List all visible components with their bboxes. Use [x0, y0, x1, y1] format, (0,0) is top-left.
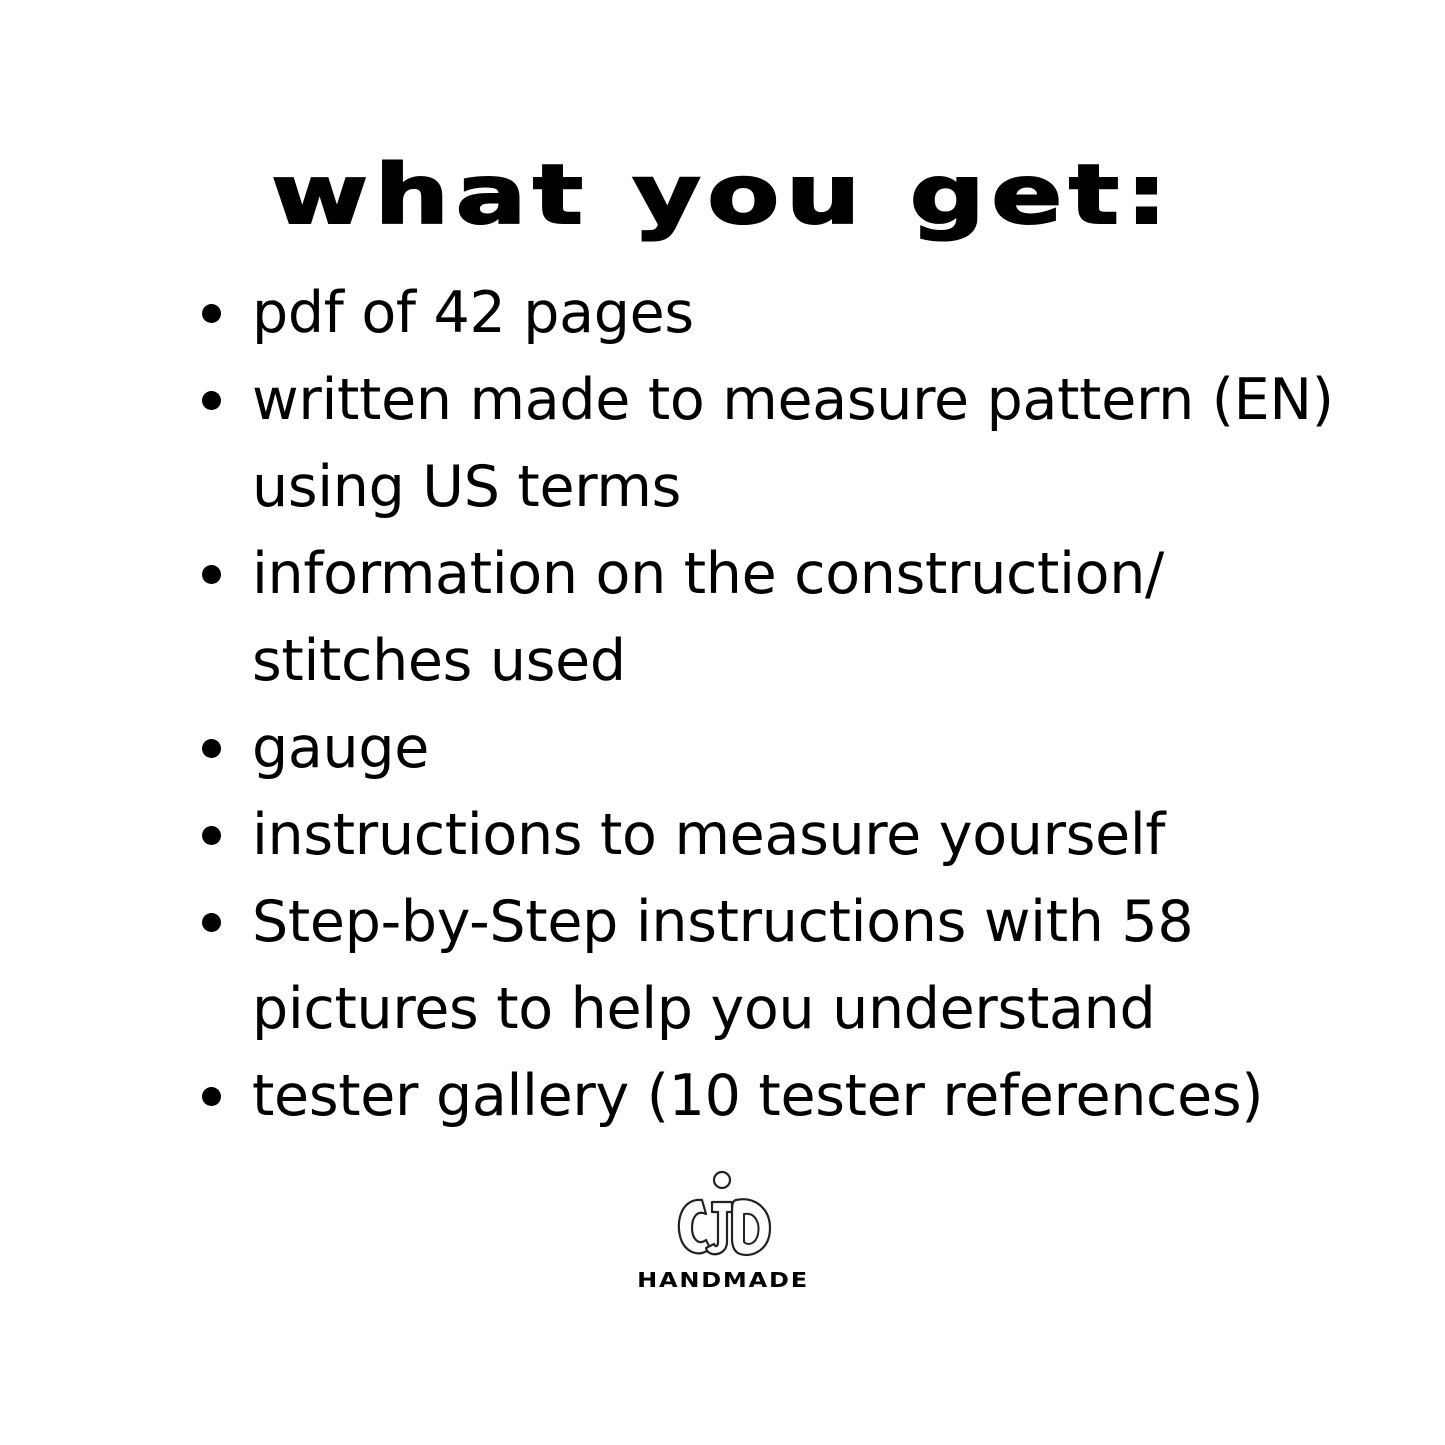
page-title: what you get: — [271, 148, 1174, 243]
list-item — [196, 879, 1386, 1053]
list-item-text: Step-by-Step instructions with 58 pictures to help you understand — [252, 889, 1194, 1042]
cjo-monogram-icon — [672, 1168, 776, 1264]
list-item-text: tester gallery (10 tester references) — [252, 1063, 1264, 1129]
bullet-icon — [202, 304, 221, 323]
list-item — [196, 357, 1386, 531]
bullet-icon — [202, 739, 221, 758]
list-item — [196, 270, 1386, 357]
bullet-icon — [202, 913, 221, 932]
list-item — [196, 531, 1386, 705]
list-item-text: information on the construction/ stitches used — [252, 541, 1164, 694]
bullet-icon — [202, 391, 221, 410]
list-item — [196, 1053, 1386, 1140]
bullet-icon — [202, 565, 221, 584]
brand-logo — [610, 1168, 836, 1298]
list-item — [196, 705, 1386, 792]
bullet-icon — [202, 826, 221, 845]
list-item — [196, 792, 1386, 879]
list-item-text: instructions to measure yourself — [252, 802, 1166, 868]
logo-text: HANDMADE — [637, 1268, 809, 1292]
bullet-icon — [202, 1087, 221, 1106]
features-list — [196, 270, 1386, 1140]
list-item-text: written made to measure pattern (EN) using US terms — [252, 367, 1334, 520]
list-item-text: pdf of 42 pages — [252, 280, 694, 346]
list-item-text: gauge — [252, 715, 429, 781]
